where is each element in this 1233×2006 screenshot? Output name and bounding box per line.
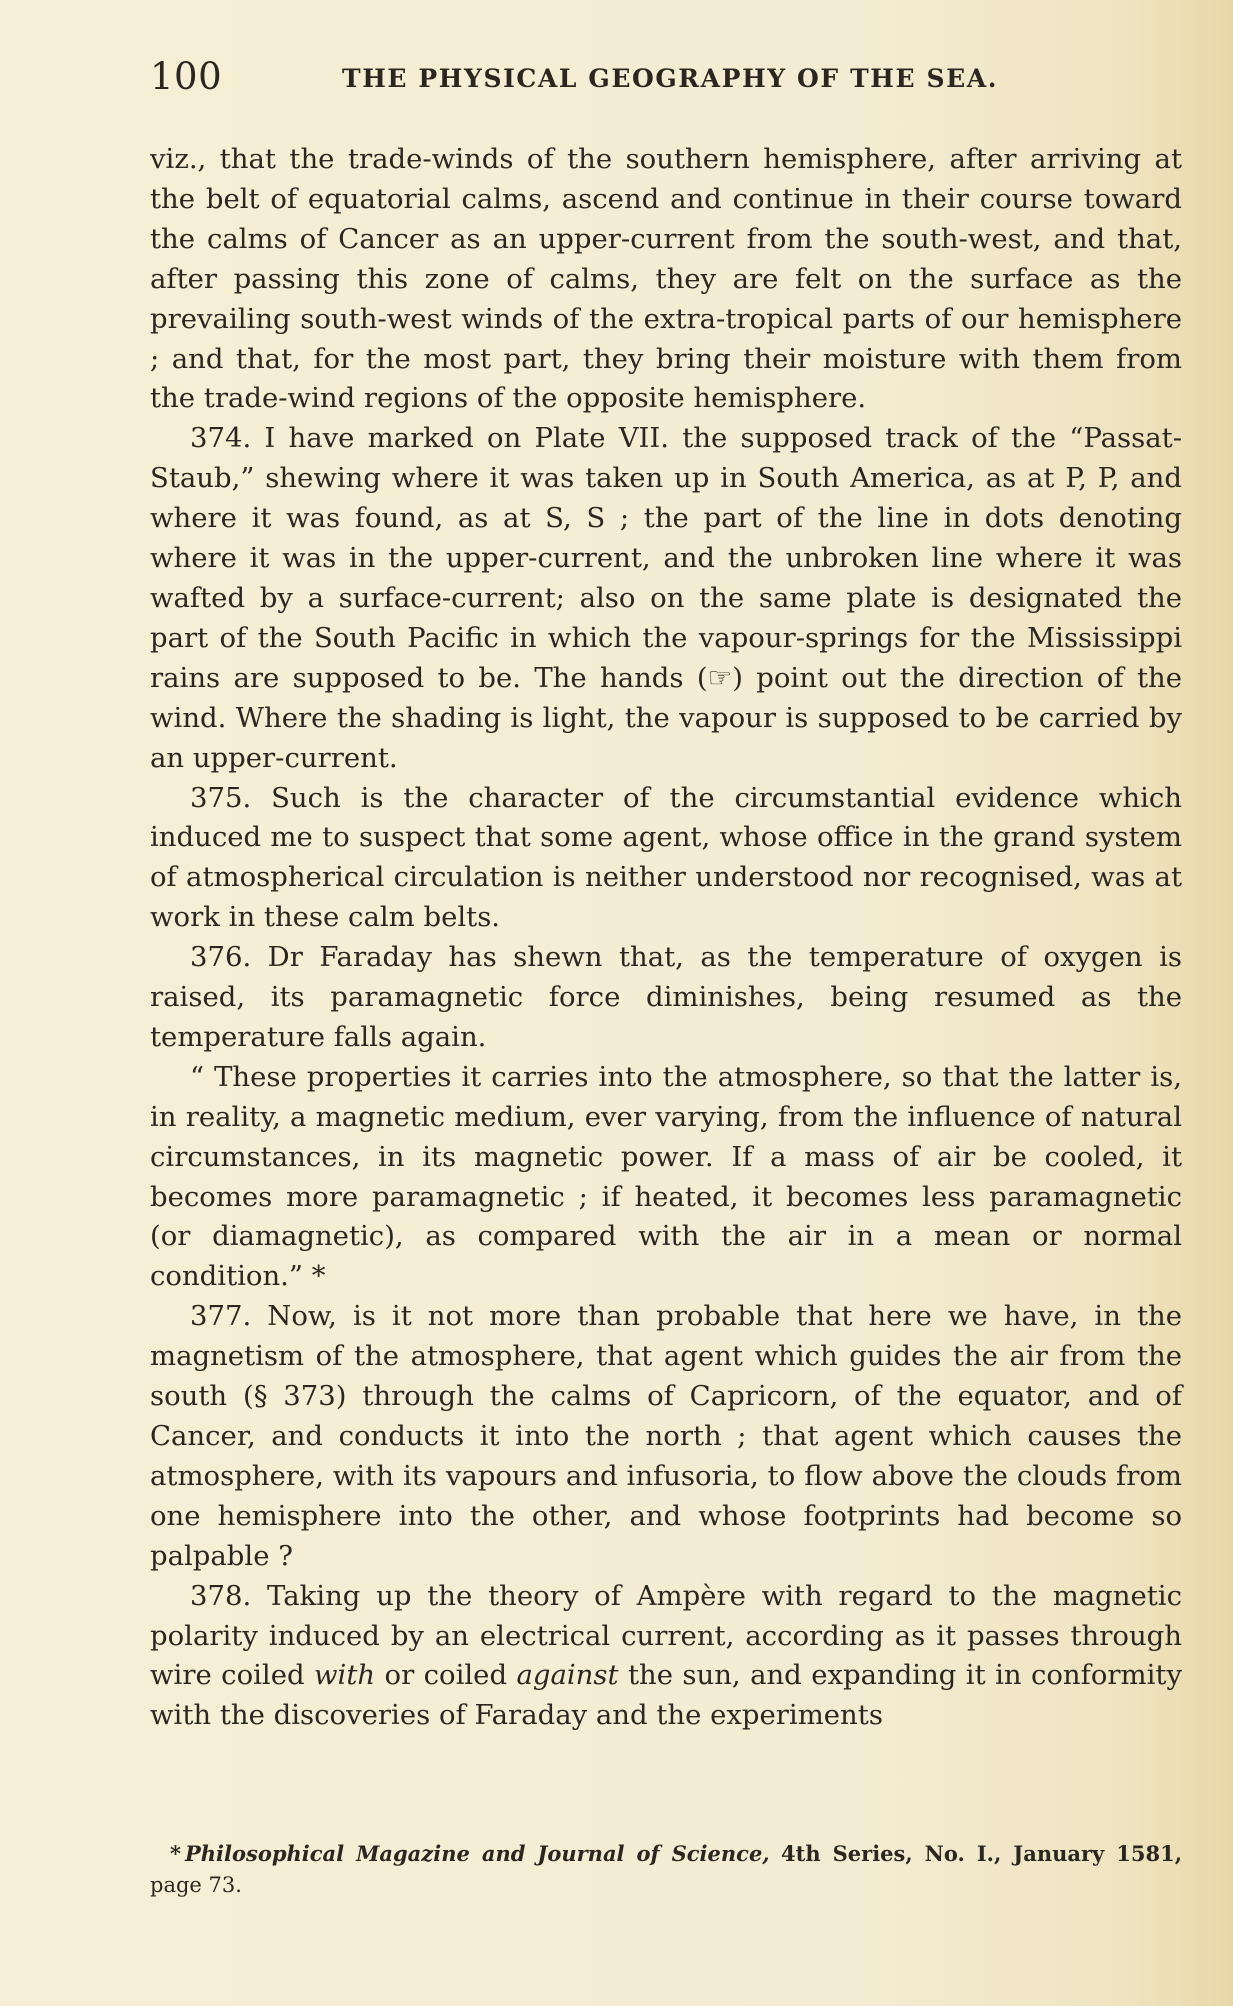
paragraph-378-text-b: or coiled bbox=[375, 1659, 517, 1692]
running-title: THE PHYSICAL GEOGRAPHY OF THE SEA. bbox=[342, 64, 999, 93]
body-text bbox=[150, 140, 1182, 1736]
emphasis-against: against bbox=[516, 1659, 619, 1692]
paragraph-376: 376. Dr Faraday has shewn that, as the temperature of oxygen is raised, its paramagnetic force diminishes, being resumed as the temperature falls again. bbox=[150, 941, 1182, 1053]
quotation-paragraph: “ These properties it carries into the atmosphere, so that the latter is, in reality, a magnetic medium, ever varying, from the influence of natural circumstances, in its magnetic power. If a mass of air be cooled, it becomes more paramagnetic ; if heated, it becomes less paramagnetic (or diamagnetic), as compared with the air in a mean or normal condition.” * bbox=[150, 1060, 1182, 1293]
page-header bbox=[150, 55, 1182, 105]
paragraph-377: 377. Now, is it not more than probable that here we have, in the magnetism of the atmosphere, that agent which guides the air from the south (§ 373) through the calms of Capricorn, of the equator, and of Cancer, and conducts it into the north ; that agent which causes the atmosphere, with its vapours and infusoria, to flow above the clouds from one hemisphere into the other, and whose footprints had become so palpable ? bbox=[150, 1300, 1182, 1572]
paragraph-378-text-c: the sun, and expanding it in conformity with the discoveries of Faraday and the experiments bbox=[150, 1659, 1182, 1732]
paragraph-378 bbox=[150, 1577, 1182, 1737]
footnote-series: 4th Series, No. I., January 1581, bbox=[781, 1841, 1183, 1866]
footnote bbox=[150, 1838, 1182, 1901]
page-number: 100 bbox=[150, 55, 223, 98]
emphasis-with: with bbox=[314, 1659, 376, 1692]
footnote-mark: * bbox=[170, 1841, 181, 1866]
paragraph-continuation: viz., that the trade-winds of the southern hemisphere, after arriving at the belt of equatorial calms, ascend and continue in their course toward the calms of Cancer as an upper-current from the south-west, and that, after passing this zone of calms, they are felt on the surface as the prevailing south-west winds of the extra-tropical parts of our hemisphere ; and that, for the most part, they bring their moisture with them from the trade-wind regions of the opposite hemisphere. bbox=[150, 143, 1182, 415]
paragraph-374: 374. I have marked on Plate VII. the supposed track of the “Passat-Staub,” shewing where it was taken up in South America, as at P, P, and where it was found, as at S, S ; the part of the line in dots denoting where it was in the upper-current, and the unbroken line where it was wafted by a surface-current; also on the same plate is designated the part of the South Pacific in which the vapour-springs for the Mississippi rains are supposed to be. The hands (☞) point out the direction of the wind. Where the shading is light, the vapour is supposed to be carried by an upper-current. bbox=[150, 422, 1182, 774]
paragraph-375: 375. Such is the character of the circumstantial evidence which induced me to suspect that some agent, whose office in the grand system of atmospherical circulation is neither understood nor recognised, was at work in these calm belts. bbox=[150, 781, 1182, 934]
footnote-source-title: Philosophical Magazine and Journal of Science, bbox=[184, 1841, 770, 1866]
paragraph-378-text-a: 378. Taking up the theory of Ampère with regard to the magnetic polarity induced by an electrical current, according as it passes through wire coiled bbox=[150, 1579, 1182, 1692]
footnote-page-ref: page 73. bbox=[150, 1873, 242, 1897]
